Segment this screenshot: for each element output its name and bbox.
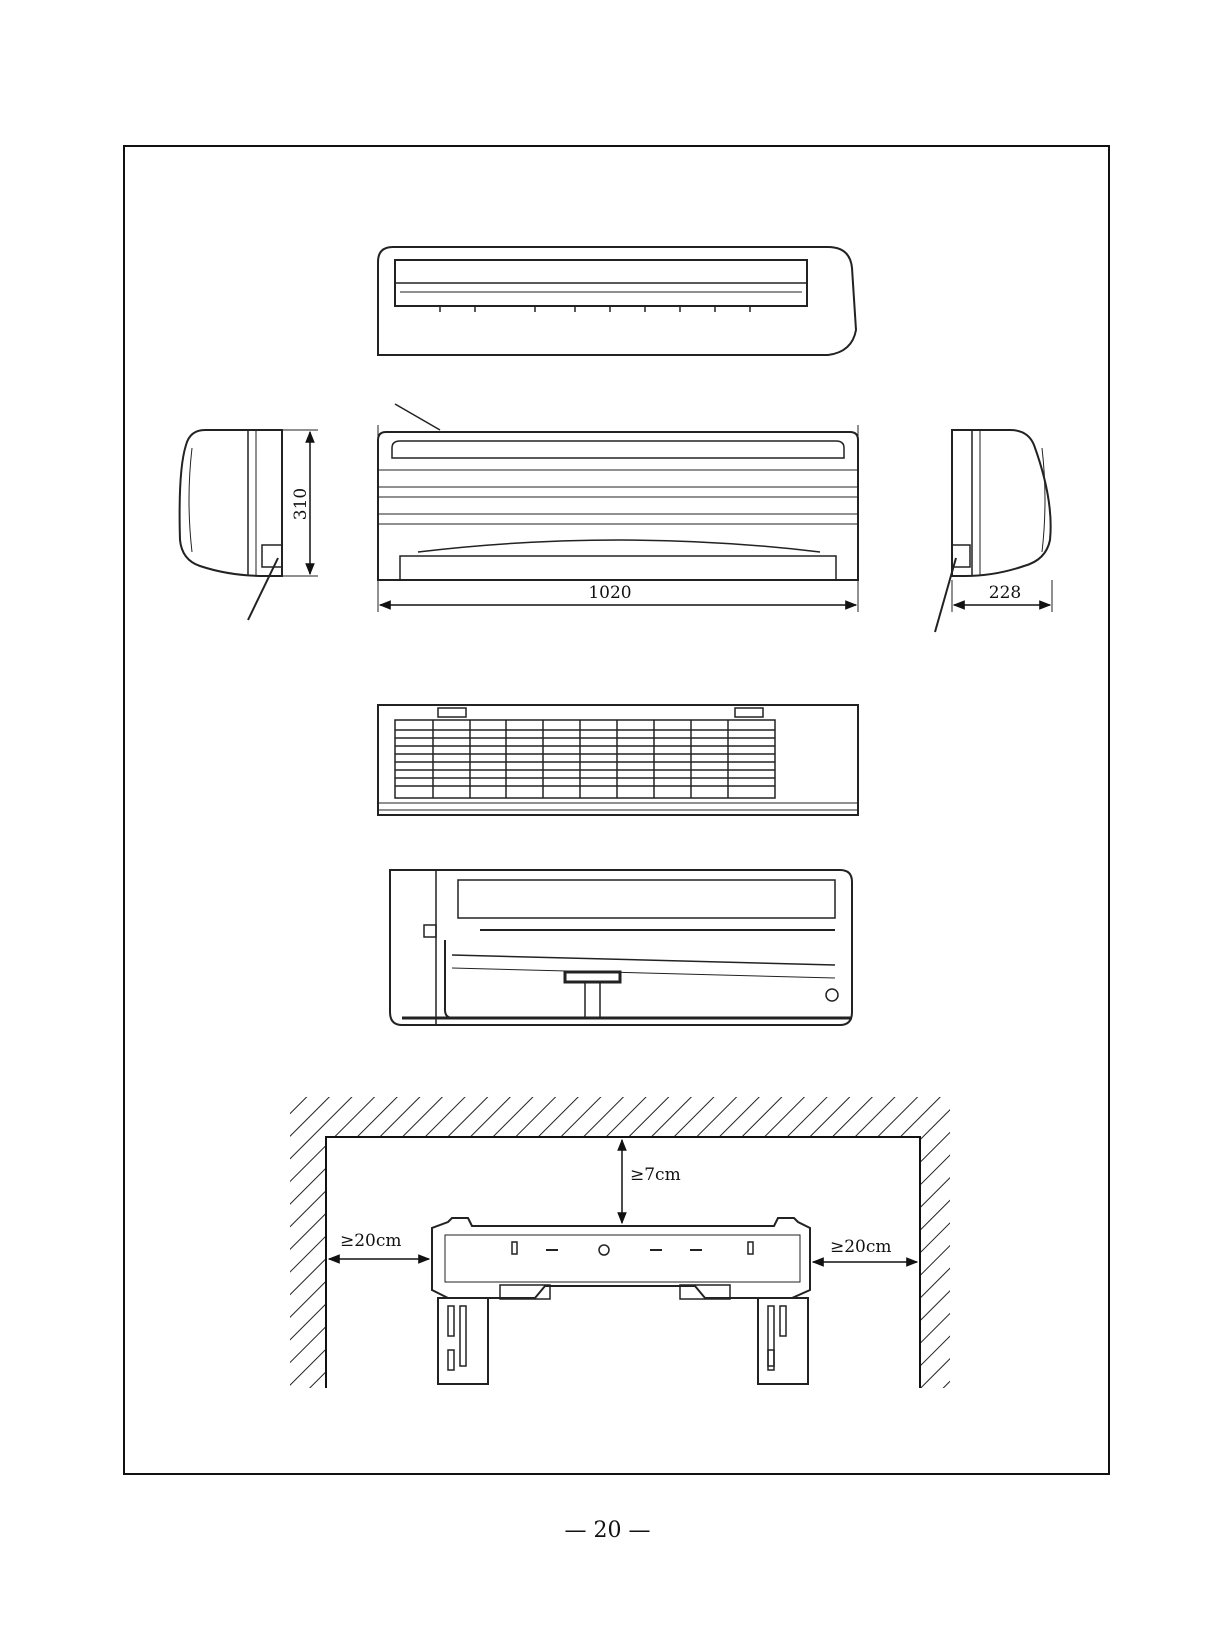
left-side-view xyxy=(180,430,282,620)
rear-view-unit xyxy=(378,705,858,815)
mounting-plate xyxy=(432,1218,810,1384)
internal-view-unit xyxy=(390,870,852,1025)
front-view-unit xyxy=(378,404,858,580)
top-clearance-label: ≥7cm xyxy=(630,1165,681,1185)
right-clearance-label: ≥20cm xyxy=(830,1237,892,1257)
width-dimension xyxy=(378,425,858,612)
depth-dimension xyxy=(952,580,1052,612)
page-number: — 20 — xyxy=(564,1518,651,1543)
left-clearance-label: ≥20cm xyxy=(340,1231,402,1251)
height-label: 310 xyxy=(291,487,311,521)
width-label: 1020 xyxy=(588,583,632,603)
wall-clearance-diagram xyxy=(290,1097,950,1388)
top-view-unit xyxy=(378,247,856,355)
depth-label: 228 xyxy=(988,583,1022,603)
height-dimension xyxy=(282,430,318,576)
